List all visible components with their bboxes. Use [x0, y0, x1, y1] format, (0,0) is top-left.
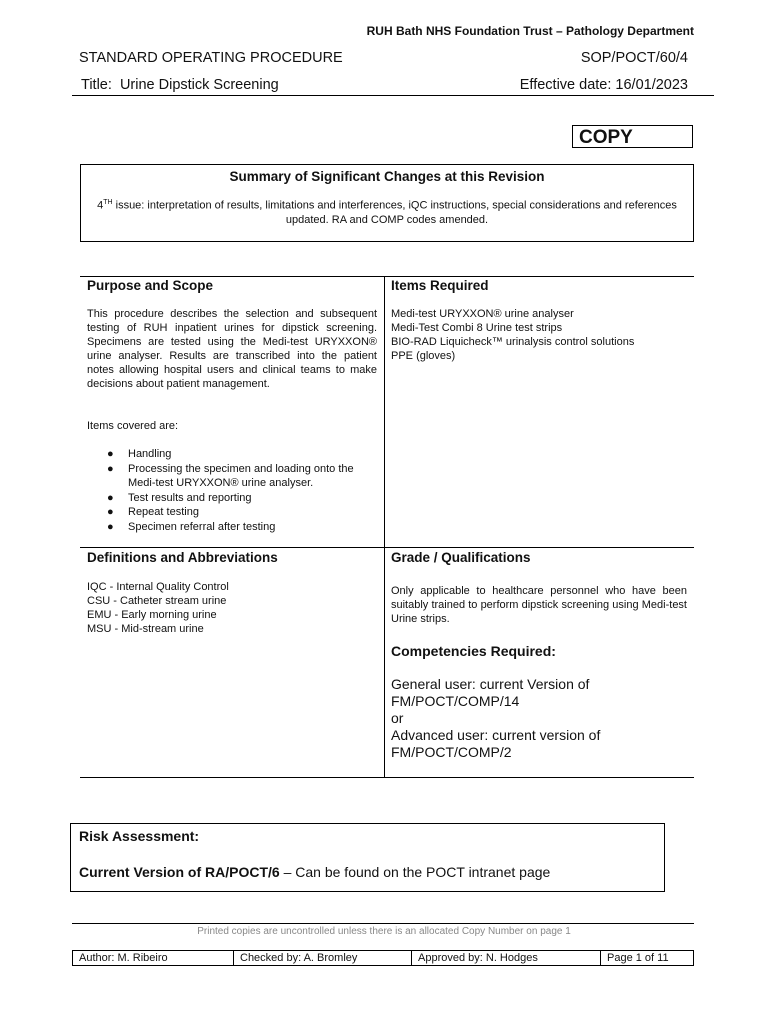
checked-by-cell: Checked by: A. Bromley — [234, 951, 412, 965]
purpose-heading: Purpose and Scope — [87, 278, 214, 293]
risk-assessment-box — [70, 823, 665, 892]
list-item: Medi-Test Combi 8 Urine test strips — [391, 322, 563, 334]
summary-heading: Summary of Significant Changes at this Revision — [229, 169, 545, 184]
sop-code: SOP/POCT/60/4 — [580, 50, 688, 66]
copy-stamp: COPY — [572, 125, 693, 148]
items-required-list — [391, 307, 691, 363]
list-item: Medi-test URYXXON® urine analyser — [391, 308, 574, 320]
list-item: General user: current Version of — [391, 676, 590, 692]
author-cell: Author: M. Ribeiro — [73, 951, 234, 965]
purpose-paragraph: This procedure describes the selection and subsequent testing of RUH inpatient urines for dipstick screening. Specimens are tested using the Medi-test URYXXON® urine analyser. Results are transcribed into the patient notes allowing hospital users and clinical teams to make decisions about patient management. — [87, 308, 377, 390]
footer-table — [72, 950, 694, 966]
list-item: EMU - Early morning urine — [87, 609, 217, 621]
list-item: BIO-RAD Liquicheck™ urinalysis control solutions — [391, 336, 635, 348]
table-middle-border — [80, 547, 694, 548]
list-item: MSU - Mid-stream urine — [87, 623, 204, 635]
header-divider — [72, 95, 714, 96]
list-item: FM/POCT/COMP/2 — [391, 744, 512, 760]
list-item: Advanced user: current version of — [391, 727, 601, 743]
document-type: STANDARD OPERATING PROCEDURE — [79, 50, 343, 66]
document-title-row — [81, 77, 279, 93]
table-top-border — [80, 276, 694, 277]
risk-text: Current Version of RA/POCT/6 – Can be found on the POCT intranet page — [79, 864, 551, 880]
list-item: ● Processing the specimen and loading onto the Medi-test URYXXON® urine analyser. — [107, 462, 354, 489]
table-column-divider — [384, 276, 385, 777]
summary-of-changes-box — [80, 164, 694, 242]
items-intro: Items covered are: — [87, 420, 179, 432]
list-item: IQC - Internal Quality Control — [87, 581, 229, 593]
risk-heading: Risk Assessment: — [79, 828, 200, 844]
organisation-header: RUH Bath NHS Foundation Trust – Pathology Department — [366, 24, 694, 38]
summary-text: 4TH issue: interpretation of results, limitations and interferences, iQC instructions, special considerations and references updated. RA and COMP codes amended. — [97, 199, 677, 226]
effective-date: Effective date: 16/01/2023 — [519, 77, 688, 93]
competencies-list — [391, 676, 691, 761]
list-item: PPE (gloves) — [391, 350, 456, 362]
definitions-list — [87, 580, 377, 636]
competencies-heading: Competencies Required: — [391, 643, 556, 659]
list-item: CSU - Catheter stream urine — [87, 595, 227, 607]
items-covered-list — [81, 447, 371, 534]
grade-text: Only applicable to healthcare personnel who have been suitably trained to perform dipstick screening using Medi-test Urine strips. — [391, 585, 687, 625]
list-item: ● Specimen referral after testing — [107, 520, 276, 533]
grade-heading: Grade / Qualifications — [391, 550, 531, 565]
list-item: or — [391, 710, 404, 726]
list-item: ● Repeat testing — [107, 506, 199, 518]
table-bottom-border — [80, 777, 694, 778]
list-item: FM/POCT/COMP/14 — [391, 693, 520, 709]
page-number-cell: Page 1 of 11 — [607, 952, 669, 964]
items-required-heading: Items Required — [391, 278, 489, 293]
uncontrolled-copy-note: Printed copies are uncontrolled unless there is an allocated Copy Number on page 1 — [197, 926, 571, 937]
document-title: Urine Dipstick Screening — [119, 77, 279, 93]
list-item: ● Test results and reporting — [107, 491, 252, 504]
title-label: Title: — [81, 77, 112, 93]
footer-divider — [72, 923, 694, 924]
approved-by-cell: Approved by: N. Hodges — [412, 951, 601, 965]
definitions-heading: Definitions and Abbreviations — [87, 550, 278, 565]
list-item: ● Handling — [107, 448, 172, 460]
